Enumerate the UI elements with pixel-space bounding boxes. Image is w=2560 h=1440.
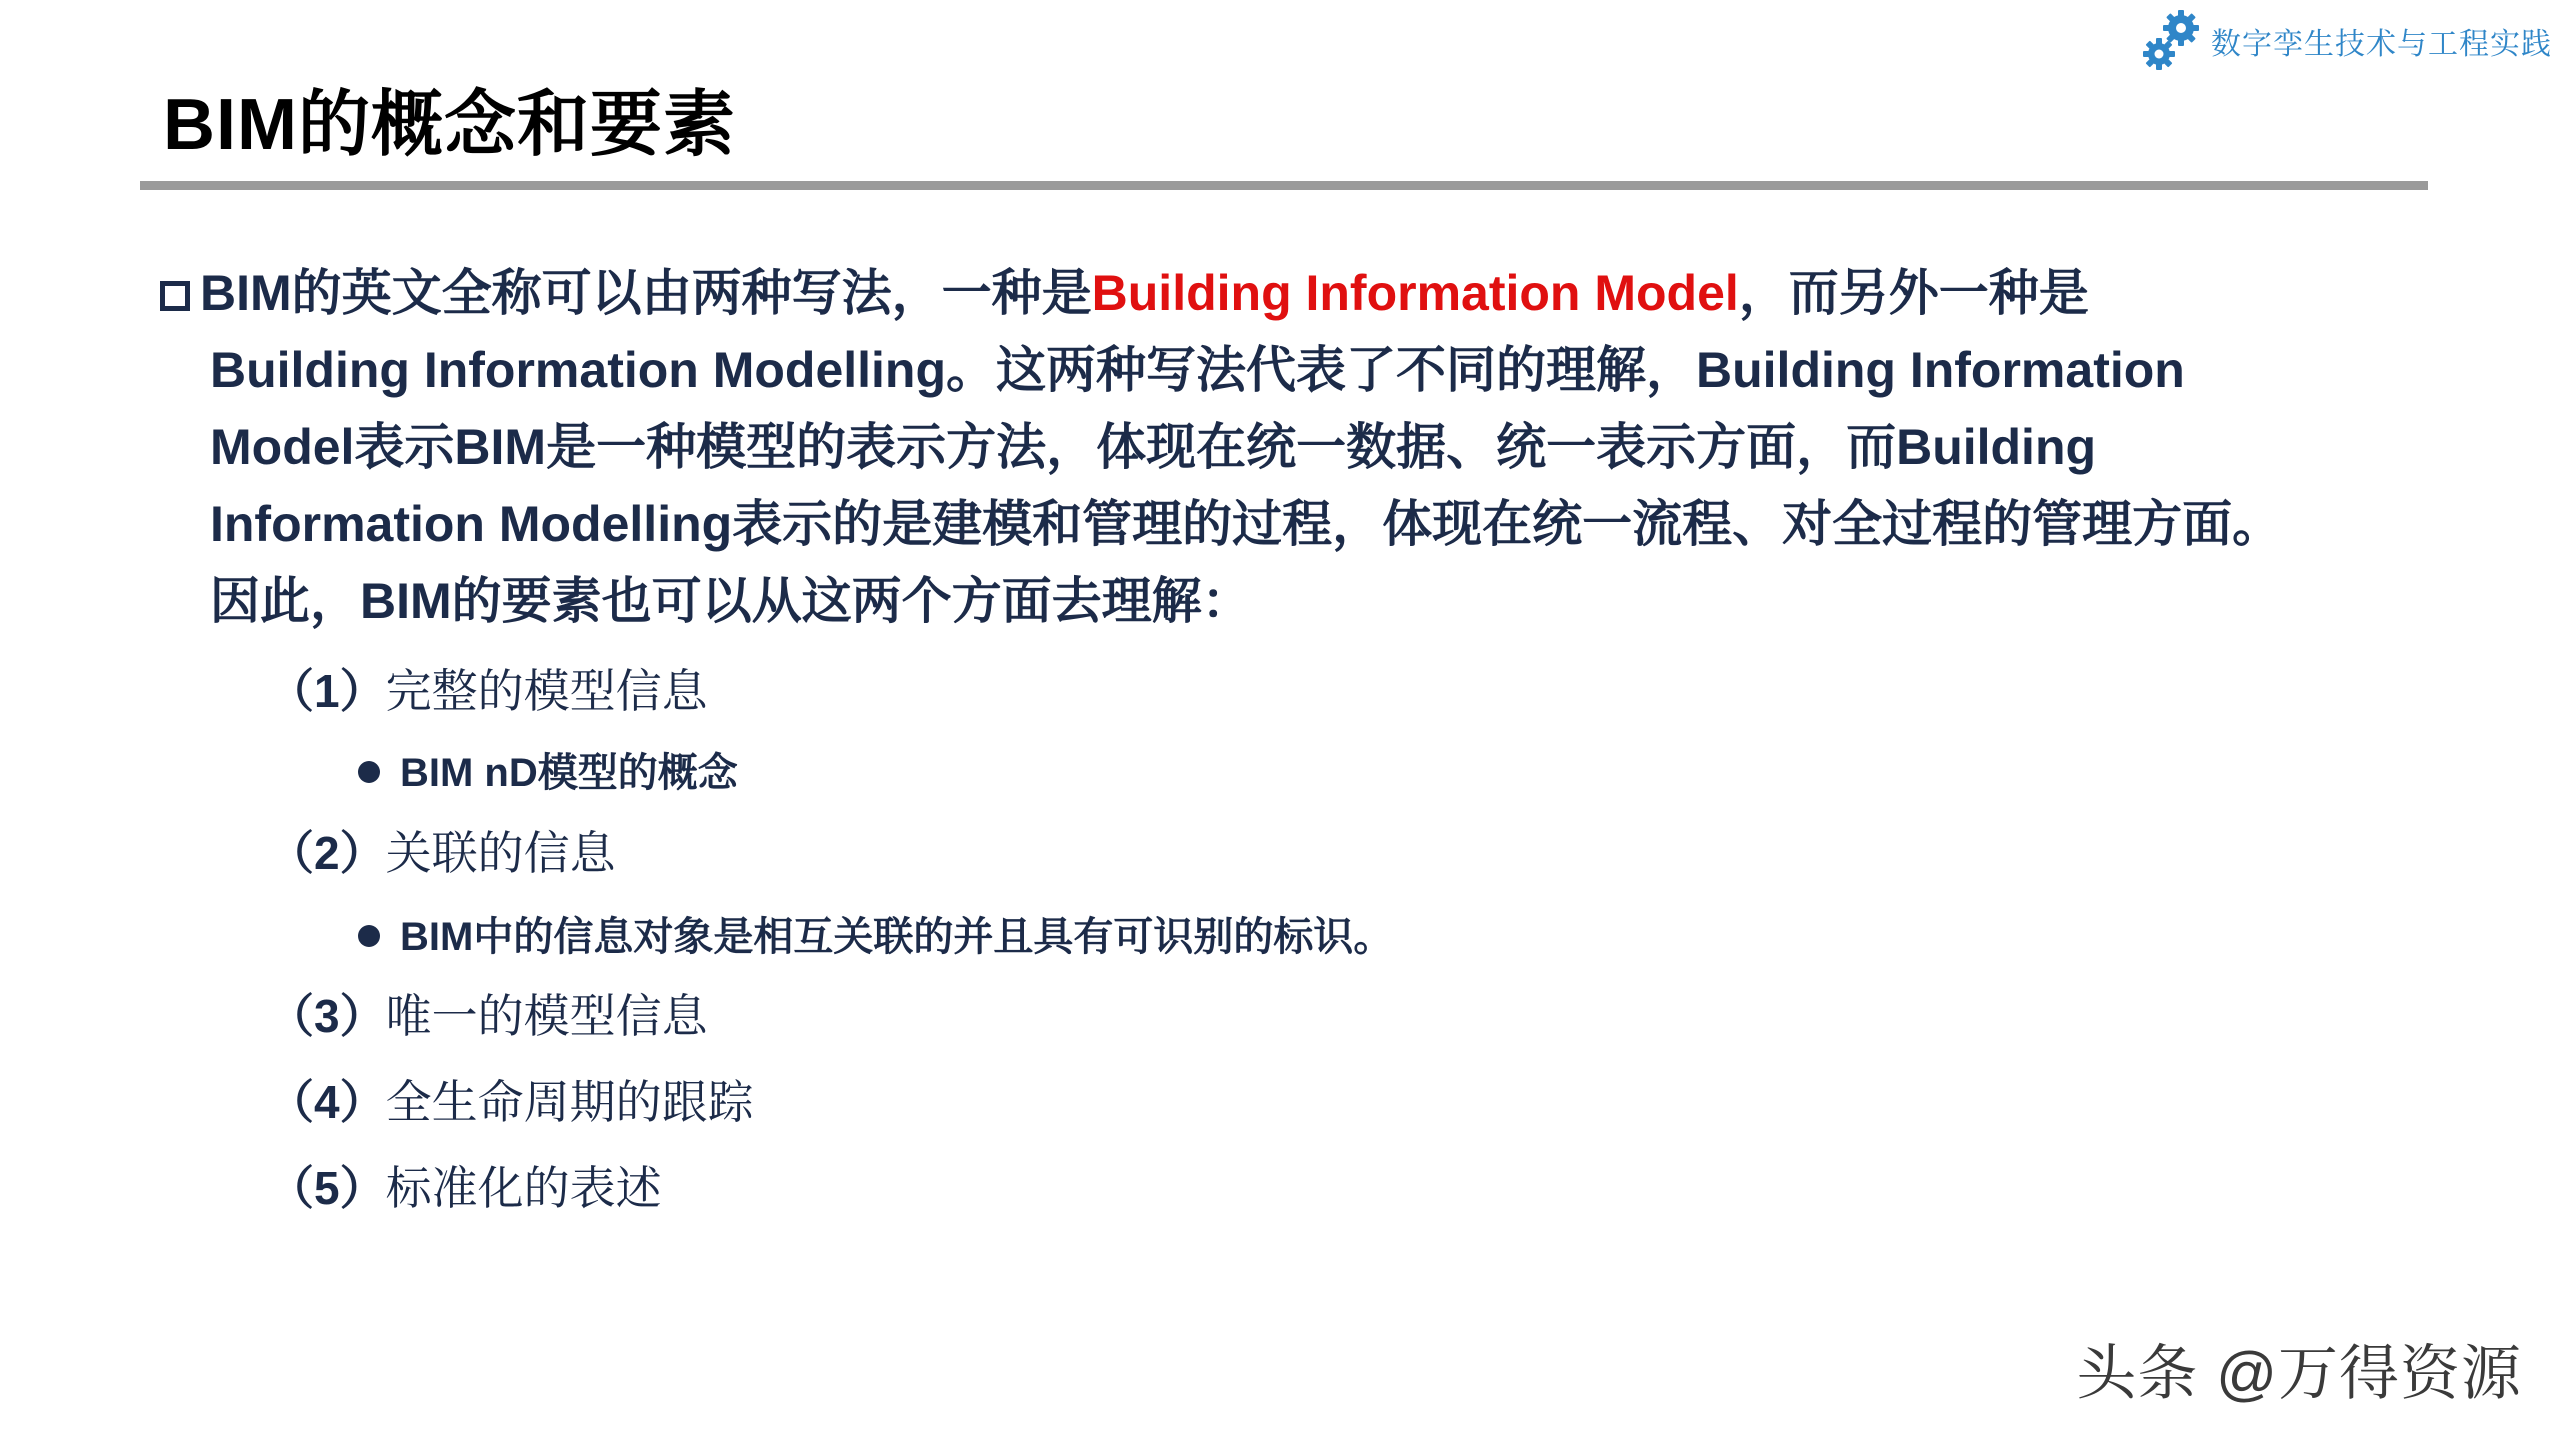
sub-list-item-text: BIM nD模型的概念 xyxy=(400,751,738,795)
paragraph-line-5: 因此，BIM的要素也可以从这两个方面去理解： xyxy=(210,573,1252,629)
list-item-number: （3） xyxy=(268,990,386,1042)
intro-paragraph xyxy=(160,255,2440,640)
paragraph-line-1-suffix: ，而另外一种是 xyxy=(1738,265,2089,321)
paragraph-line-4: Information Modelling表示的是建模和管理的过程，体现在统一流程、对全过程的管理方面。 xyxy=(210,496,2283,552)
brand-text: 数字孪生技术与工程实践 xyxy=(2211,27,2552,62)
checkbox-bullet-icon xyxy=(160,281,190,311)
list-item xyxy=(268,980,708,1046)
highlight-term: Building Information Model xyxy=(1091,265,1739,321)
list-item-text: 标准化的表述 xyxy=(385,1162,662,1214)
page-title: BIM的概念和要素 xyxy=(163,85,736,165)
list-item-number: （2） xyxy=(268,827,386,879)
list-item xyxy=(268,655,708,721)
watermark: 头条 @万得资源 xyxy=(2076,1340,2522,1407)
list-item-text: 完整的模型信息 xyxy=(385,665,708,717)
paragraph-line-3: Model表示BIM是一种模型的表示方法，体现在统一数据、统一表示方面，而Building xyxy=(210,419,2097,475)
list-item-text: 关联的信息 xyxy=(385,827,616,879)
list-item xyxy=(268,1152,662,1218)
list-item xyxy=(268,817,616,883)
list-item-number: （5） xyxy=(268,1162,386,1214)
sub-list-item-text: BIM中的信息对象是相互关联的并且具有可识别的标识。 xyxy=(400,915,1394,959)
list-item-number: （1） xyxy=(268,665,386,717)
list-item-text: 全生命周期的跟踪 xyxy=(385,1076,754,1128)
title-divider xyxy=(140,181,2428,190)
gears-icon xyxy=(2139,8,2205,74)
sub-list-item xyxy=(358,741,738,798)
paragraph-line-1-prefix: BIM的英文全称可以由两种写法，一种是 xyxy=(200,265,1092,321)
bullet-dot-icon xyxy=(358,761,380,783)
list-item-number: （4） xyxy=(268,1076,386,1128)
paragraph-line-1 xyxy=(160,255,2440,332)
brand-header xyxy=(2139,6,2552,76)
list-item xyxy=(268,1066,754,1132)
bullet-dot-icon xyxy=(358,925,380,947)
list-item-text: 唯一的模型信息 xyxy=(385,990,708,1042)
sub-list-item xyxy=(358,905,1393,962)
paragraph-line-2: Building Information Modelling。这两种写法代表了不同的理解，Building Information xyxy=(210,342,2185,398)
